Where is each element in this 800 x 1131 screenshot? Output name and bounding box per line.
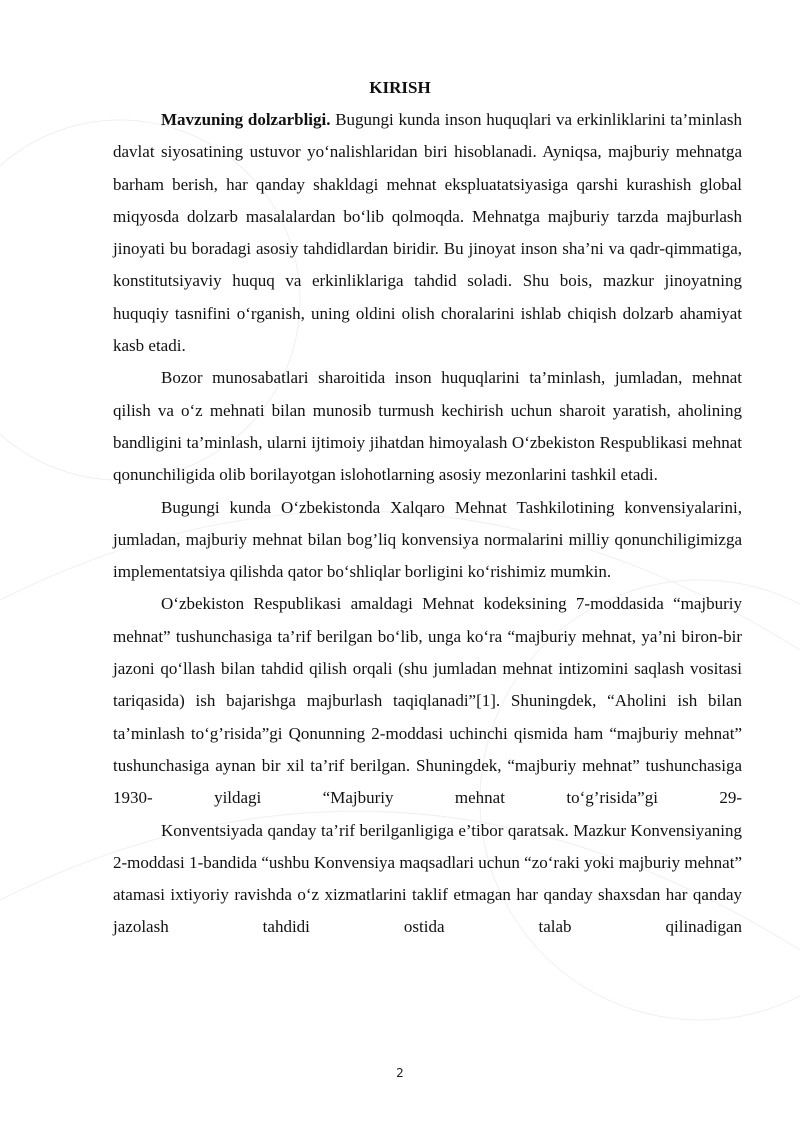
paragraph-lead: Mavzuning dolzarbligi.: [161, 110, 331, 129]
body-text: [113, 104, 742, 944]
paragraph-market-relations: Bozor munosabatlari sharoitida inson huquqlarini ta’minlash, jumladan, mehnat qilish va o‘z mehnati bilan munosib turmush kechirish uchun sharoit yaratish, aholining bandligini ta’minlash, ularni ijtimoiy jihatdan himoyalash O‘zbekiston Respublikasi mehnat qonunchiligida olib borilayotgan islohotlarning asosiy mezonlarini tashkil etadi.: [113, 368, 742, 485]
paragraph-labour-code: O‘zbekiston Respublikasi amaldagi Mehnat kodeksining 7-moddasida “majburiy mehnat” tushunchasiga ta’rif berilgan bo‘lib, unga ko‘ra “majburiy mehnat, ya’ni biron-bir jazoni qo‘llash bilan tahdid qilish orqali (shu jumladan mehnat intizomini saqlash vositasi tariqasida) ish bajarishga majburlash taqiqlanadi”[1]. Shuningdek, “Aholini ish bilan ta’minlash to‘g’risida”gi Qonunning 2-moddasi uchinchi qismida ham “majburiy mehnat” tushunchasiga aynan bir xil ta’rif berilgan. Shuningdek, “majburiy mehnat” tushunchasiga 1930- yildagi “Majburiy mehnat to‘g’risida”gi 29-: [113, 594, 742, 808]
paragraph-convention-definition: Konventsiyada qanday ta’rif berilganligiga e’tibor qaratsak. Mazkur Konvensiyaning 2-moddasi 1-bandida “ushbu Konvensiya maqsadlari uchun “zo‘raki yoki majburiy mehnat” atamasi ixtiyoriy ravishda o‘z xizmatlarini taklif etmagan har qanday shaxsdan har qanday jazolash tahdidi ostida talab qilinadigan: [113, 820, 742, 937]
page-title: KIRISH: [369, 78, 431, 97]
page-number: 2: [396, 1066, 404, 1080]
paragraph-text: Bugungi kunda inson huquqlari va erkinliklarini ta’minlash davlat siyosatining ustuvor yo‘nalishlaridan biri hisoblanadi. Ayniqsa, majburiy mehnatga barham berish, har qanday shakldagi mehnat ekspluatatsiyasiga qarshi kurashish global miqyosda dolzarb masalalardan bo‘lib qolmoqda. Mehnatga majburiy tarzda majburlash jinoyati bu boradagi asosiy tahdidlardan biridir. Bu jinoyat inson sha’ni va qadr-qimmatiga, konstitutsiyaviy huquq va erkinliklariga tahdid soladi. Shu bois, mazkur jinoyatning huquqiy tasnifini o‘rganish, uning oldini olish choralarini ishlab chiqish dolzarb ahamiyat kasb etadi.: [113, 110, 742, 356]
paragraph-relevance: [113, 104, 742, 362]
paragraph-ilo-conventions: Bugungi kunda O‘zbekistonda Xalqaro Mehnat Tashkilotining konvensiyalarini, jumladan, majburiy mehnat bilan bog’liq konvensiya normalarini milliy qonunchiligimizga implementatsiya qilishda qator bo‘shliqlar borligini ko‘rishimiz mumkin.: [113, 497, 742, 582]
